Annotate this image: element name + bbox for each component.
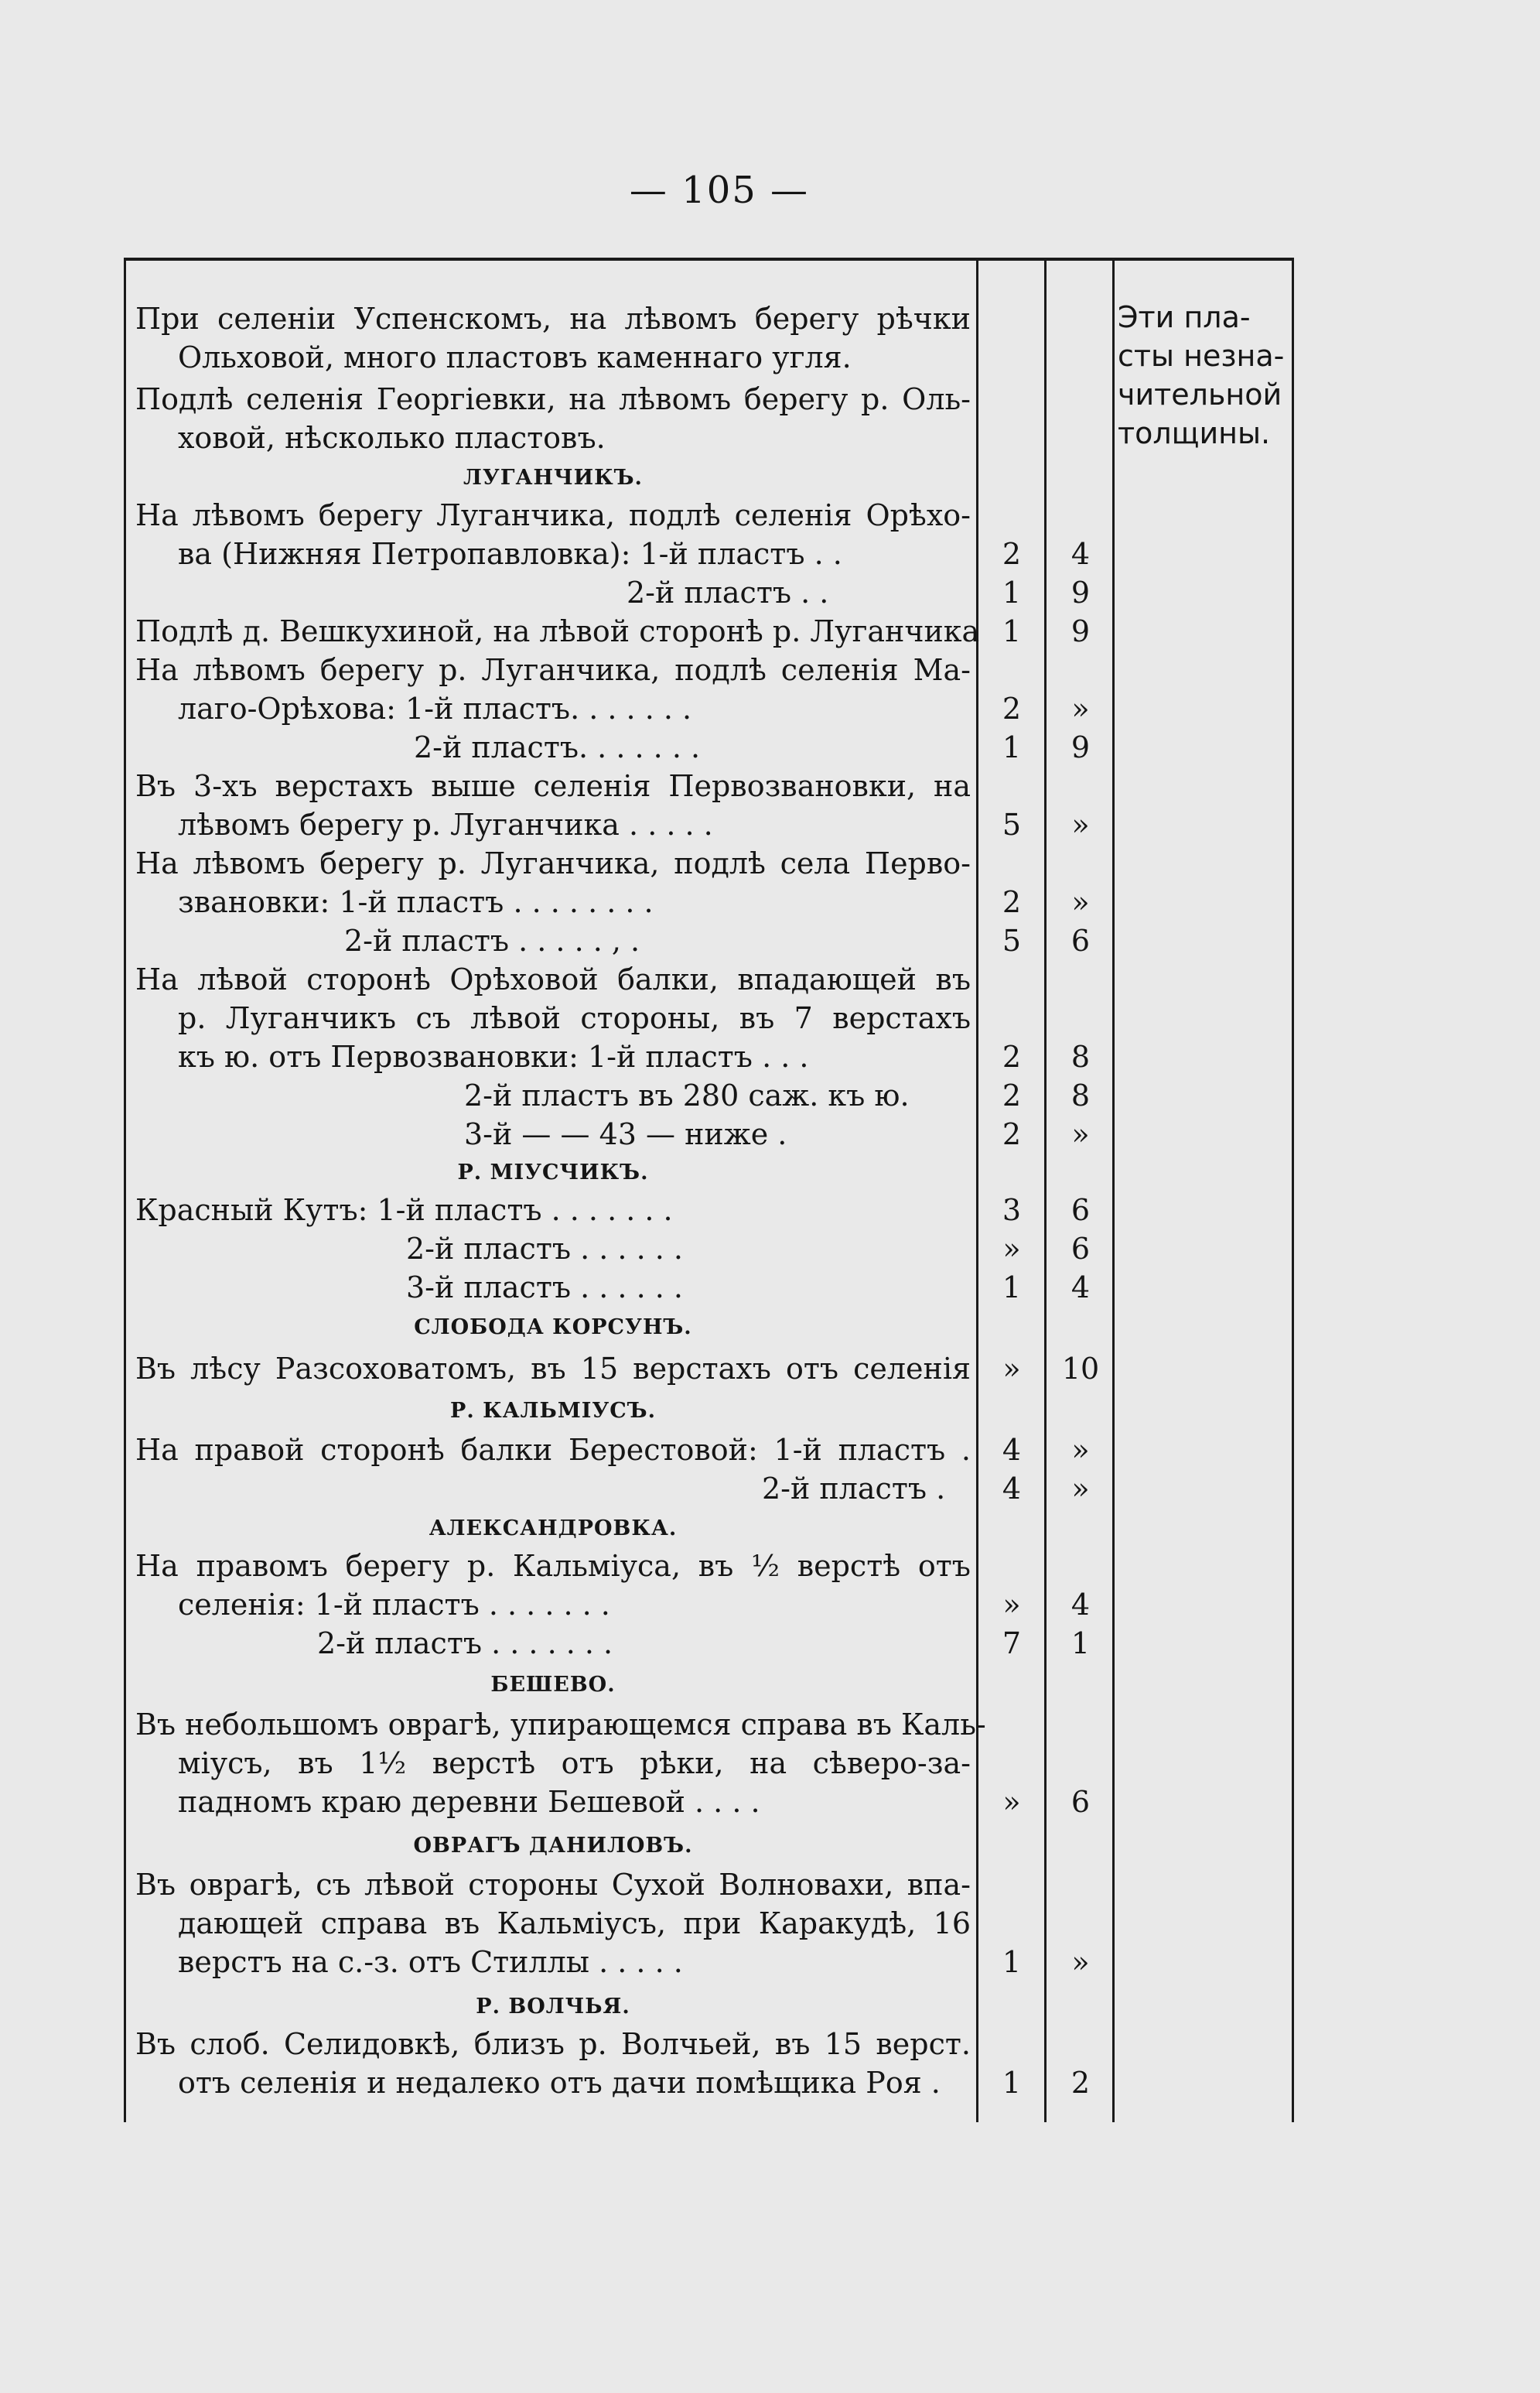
col1-value: 2 [1002, 885, 1022, 919]
col1-value: » [1002, 1588, 1021, 1622]
col2-value: 6 [1070, 924, 1091, 958]
col2-value: » [1071, 1945, 1090, 1979]
col2-value: » [1071, 1472, 1090, 1506]
entry-line: Въ слоб. Селидовкѣ, близъ р. Волчьей, въ 15 верст. [135, 2027, 971, 2061]
entry-line: На лѣвомъ берегу Луганчика, подлѣ селенія Орѣхо- [135, 498, 971, 532]
note-line: чительной [1118, 378, 1282, 412]
section-heading: Р. ВОЛЧЬЯ. [476, 1995, 630, 2019]
entry-line: звановки: 1-й пластъ . . . . . . . . [178, 885, 654, 919]
entry-line: 2-й пластъ . . [627, 576, 829, 610]
entry-line: 2-й пластъ. . . . . . . [414, 730, 701, 764]
note-line: Эти пла- [1118, 300, 1251, 334]
entry-line: 3-й пластъ . . . . . . [406, 1270, 683, 1304]
col2-value: 6 [1070, 1232, 1091, 1266]
col1-value: 1 [1002, 1270, 1022, 1304]
note-line: сты незна- [1118, 339, 1285, 373]
entry-line: Въ оврагѣ, съ лѣвой стороны Сухой Волновахи, впа- [135, 1868, 971, 1902]
col1-value: 2 [1002, 1079, 1022, 1113]
entry-line: На лѣвомъ берегу р. Луганчика, подлѣ селенія Ма- [135, 653, 971, 687]
table-border-right [1292, 258, 1294, 2122]
entry-line: 2-й пластъ . . . . . . . [317, 1626, 613, 1660]
entry-line: 2-й пластъ . . . . . , . [344, 924, 640, 958]
col1-value: 4 [1002, 1472, 1022, 1506]
entry-line: дающей справа въ Кальміусъ, при Каракудѣ, 16 [178, 1906, 971, 1940]
col1-value: 1 [1002, 2066, 1022, 2100]
section-heading: Р. КАЛЬМІУСЪ. [450, 1399, 656, 1423]
col2-value: » [1071, 885, 1090, 919]
col2-value: » [1071, 692, 1090, 726]
entry-line: При селеніи Успенскомъ, на лѣвомъ берегу рѣчки [135, 302, 971, 336]
col2-value: 9 [1070, 730, 1091, 764]
entry-line: Въ 3-хъ верстахъ выше селенія Первозвановки, на [135, 769, 971, 803]
column-divider-1 [976, 258, 978, 2122]
column-divider-2 [1044, 258, 1047, 2122]
entry-line: лаго-Орѣхова: 1-й пластъ. . . . . . . [178, 692, 692, 726]
col2-value: 4 [1070, 1270, 1091, 1304]
entry-line: Подлѣ селенія Георгіевки, на лѣвомъ берегу р. Оль- [135, 382, 971, 416]
entry-line: 3-й — — 43 — ниже . [464, 1117, 787, 1151]
col1-value: » [1002, 1232, 1021, 1266]
entry-line: 2-й пластъ въ 280 саж. къ ю. [464, 1079, 910, 1113]
col2-value: 4 [1070, 537, 1091, 571]
col1-value: 2 [1002, 537, 1022, 571]
entry-line: падномъ краю деревни Бешевой . . . . [178, 1785, 760, 1819]
col2-value: 6 [1070, 1193, 1091, 1227]
entry-line: лѣвомъ берегу р. Луганчика . . . . . [178, 808, 713, 842]
entry-line: р. Луганчикъ съ лѣвой стороны, въ 7 верстахъ [178, 1001, 971, 1035]
entry-line: къ ю. отъ Первозвановки: 1-й пластъ . . . [178, 1040, 809, 1074]
col1-value: 1 [1002, 730, 1022, 764]
section-heading: ОВРАГЪ ДАНИЛОВЪ. [413, 1834, 693, 1858]
section-heading: СЛОБОДА КОРСУНЪ. [414, 1315, 692, 1339]
entry-line: На правомъ берегу р. Кальміуса, въ ¹⁄₂ верстѣ отъ [135, 1549, 971, 1583]
col1-value: 4 [1002, 1433, 1022, 1467]
col1-value: 1 [1002, 1945, 1022, 1979]
col2-value: 10 [1061, 1352, 1100, 1386]
col2-value: » [1071, 1117, 1090, 1151]
section-heading: АЛЕКСАНДРОВКА. [429, 1516, 678, 1540]
col2-value: 4 [1070, 1588, 1091, 1622]
col1-value: 1 [1002, 614, 1022, 648]
entry-line: 2-й пластъ . . . . . . [406, 1232, 683, 1266]
col2-value: 9 [1070, 576, 1091, 610]
note-line: толщины. [1118, 416, 1271, 450]
col1-value: 3 [1002, 1193, 1022, 1227]
col2-value: 9 [1070, 614, 1091, 648]
col1-value: » [1002, 1785, 1021, 1819]
col1-value: 5 [1002, 924, 1022, 958]
entry-line: ва (Нижняя Петропавловка): 1-й пластъ . . [178, 537, 842, 571]
section-heading: ЛУГАНЧИКЪ. [463, 466, 643, 490]
note-column [1118, 298, 1284, 453]
col1-value: 2 [1002, 1040, 1022, 1074]
col2-value: 8 [1070, 1040, 1091, 1074]
entry-line: Въ лѣсу Разсоховатомъ, въ 15 верстахъ отъ селенія [135, 1352, 971, 1386]
entry-line: Ольховой, много пластовъ каменнаго угля. [178, 340, 852, 374]
col1-value: 2 [1002, 1117, 1022, 1151]
col2-value: 8 [1070, 1079, 1091, 1113]
entry-line: ховой, нѣсколько пластовъ. [178, 421, 606, 455]
col2-value: » [1071, 808, 1090, 842]
col2-value: » [1071, 1433, 1090, 1467]
col1-value: 1 [1002, 576, 1022, 610]
entry-line: На лѣвомъ берегу р. Луганчика, подлѣ села Перво- [135, 846, 971, 880]
entry-line: На лѣвой сторонѣ Орѣховой балки, впадающей въ [135, 962, 971, 997]
section-heading: БЕШЕВО. [490, 1673, 616, 1697]
entry-line: верстъ на с.-з. отъ Стиллы . . . . . [178, 1945, 683, 1979]
entry-line: Въ небольшомъ оврагѣ, упирающемся справа въ Каль- [135, 1708, 986, 1742]
col2-value: 1 [1070, 1626, 1091, 1660]
col1-value: 2 [1002, 692, 1022, 726]
table-border-left [124, 258, 126, 2122]
entry-line: 2-й пластъ . [762, 1472, 946, 1506]
page-number: — 105 — [629, 169, 810, 212]
entry-line: Подлѣ д. Вешкухиной, на лѣвой сторонѣ р. Луганчика [135, 614, 980, 648]
col1-value: » [1002, 1352, 1021, 1386]
col1-value: 5 [1002, 808, 1022, 842]
column-divider-3 [1112, 258, 1115, 2122]
entry-line: Красный Кутъ: 1-й пластъ . . . . . . . [135, 1193, 673, 1227]
entry-line: селенія: 1-й пластъ . . . . . . . [178, 1588, 610, 1622]
entry-line: На правой сторонѣ балки Берестовой: 1-й пластъ . [135, 1433, 971, 1467]
col2-value: 2 [1070, 2066, 1091, 2100]
entry-line: міусъ, въ 1¹⁄₂ верстѣ отъ рѣки, на сѣверо-за- [178, 1746, 971, 1780]
col1-value: 7 [1002, 1626, 1022, 1660]
section-heading: Р. МІУСЧИКЪ. [457, 1161, 649, 1185]
col2-value: 6 [1070, 1785, 1091, 1819]
entry-line: отъ селенія и недалеко отъ дачи помѣщика Роя . [178, 2066, 941, 2100]
